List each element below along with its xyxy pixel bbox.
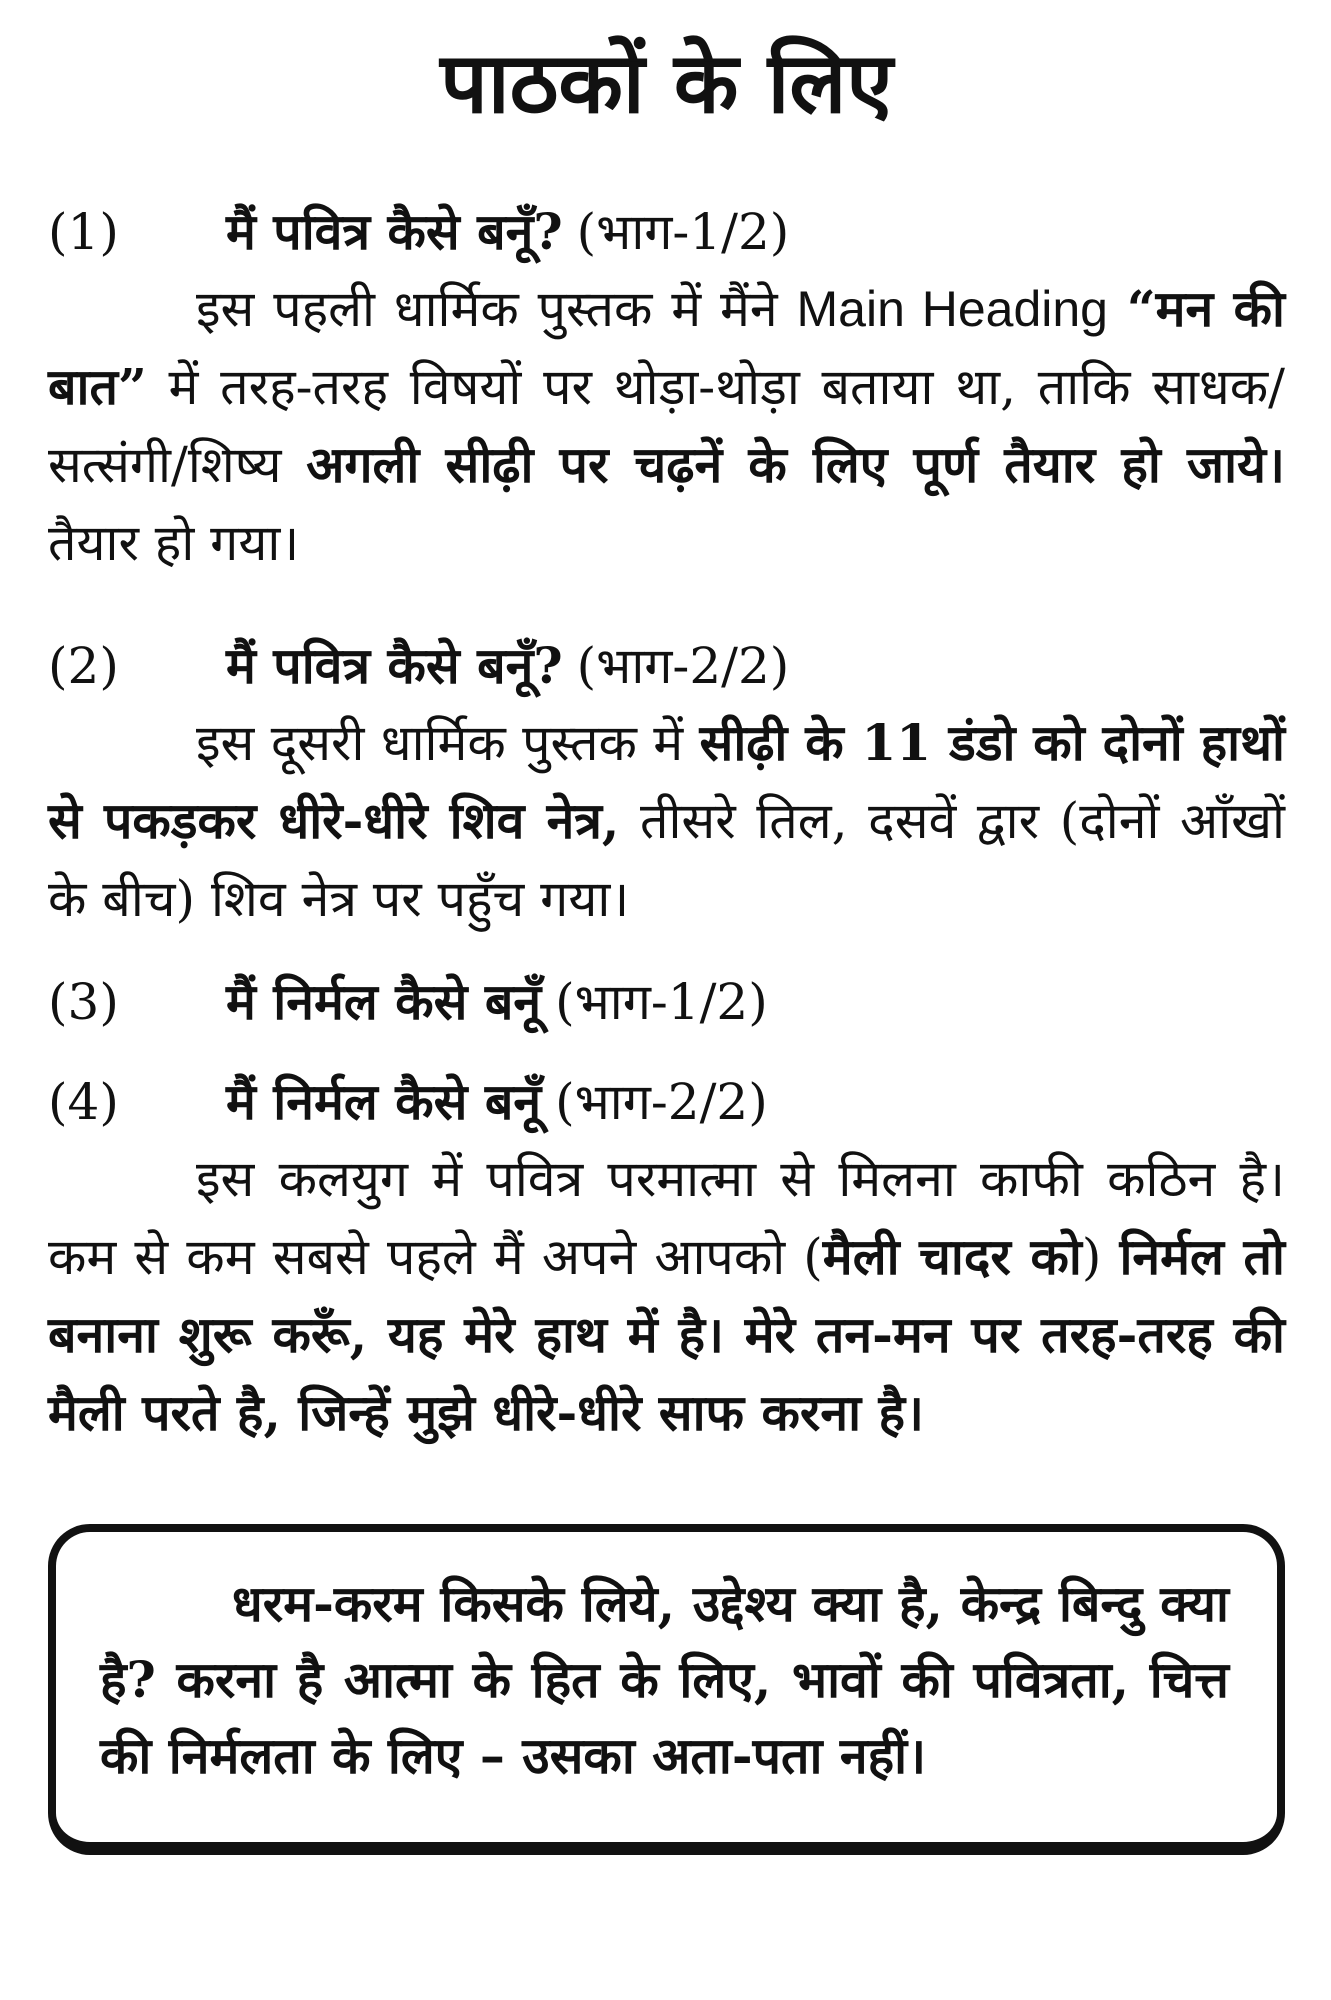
item-heading-group xyxy=(226,1064,768,1140)
paragraph-2: इस दूसरी धार्मिक पुस्तक में सीढ़ी के 11 डंडो को दोनों हाथों से पकड़कर धीरे-धीरे शिव नेत्र, तीसरे तिल, दसवें द्वार (दोनों आँखों के बीच) शिव नेत्र पर पहुँच गया। xyxy=(48,712,1285,928)
paragraph-1: इस पहली धार्मिक पुस्तक में मैंने Main Heading “मन की बात” में तरह-तरह विषयों पर थोड़ा-थोड़ा बताया था, ताकि साधक/सत्संगी/शिष्य अगली सीढ़ी पर चढ़नें के लिए पूर्ण तैयार हो जाये। तैयार हो गया। xyxy=(48,278,1285,572)
item-heading-group xyxy=(226,194,789,270)
item-number: (1) xyxy=(48,202,119,261)
item-heading: मैं निर्मल कैसे बनूँ xyxy=(226,1071,542,1131)
item-heading: मैं पवित्र कैसे बनूँ? xyxy=(226,635,563,695)
list-item-3 xyxy=(48,964,1285,1040)
item-heading: मैं निर्मल कैसे बनूँ xyxy=(226,971,542,1031)
list-item-4 xyxy=(48,1064,1285,1140)
item-part: (भाग-2/2) xyxy=(555,1072,768,1131)
callout-box xyxy=(48,1524,1285,1855)
item-heading-group xyxy=(226,964,768,1040)
item-part: (भाग-2/2) xyxy=(576,636,790,695)
list-item-2 xyxy=(48,628,1285,704)
item-part: (भाग-1/2) xyxy=(555,972,768,1031)
item-number: (3) xyxy=(48,972,119,1031)
callout-text: धरम-करम किसके लिये, उद्देश्य क्या है, केन्द्र बिन्दु क्या है? करना है आत्मा के हित के लिए, भावों की पवित्रता, चित्त की निर्मलता के लिए – उसका अता-पता नहीं। xyxy=(100,1573,1229,1785)
item-number: (2) xyxy=(48,636,119,695)
item-heading-group xyxy=(226,628,789,704)
paragraph-3: इस कलयुग में पवित्र परमात्मा से मिलना काफी कठिन है। कम से कम सबसे पहले मैं अपने आपको (मैली चादर को) निर्मल तो बनाना शुरू करूँ, यह मेरे हाथ में है। मेरे तन-मन पर तरह-तरह की मैली परते है, जिन्हें मुझे धीरे-धीरे साफ करना है। xyxy=(48,1149,1285,1442)
list-item-1 xyxy=(48,194,1285,270)
item-number: (4) xyxy=(48,1072,119,1131)
item-heading: मैं पवित्र कैसे बनूँ? xyxy=(226,201,563,261)
item-part: (भाग-1/2) xyxy=(576,202,790,261)
page-title: पाठकों के लिए xyxy=(440,33,893,132)
